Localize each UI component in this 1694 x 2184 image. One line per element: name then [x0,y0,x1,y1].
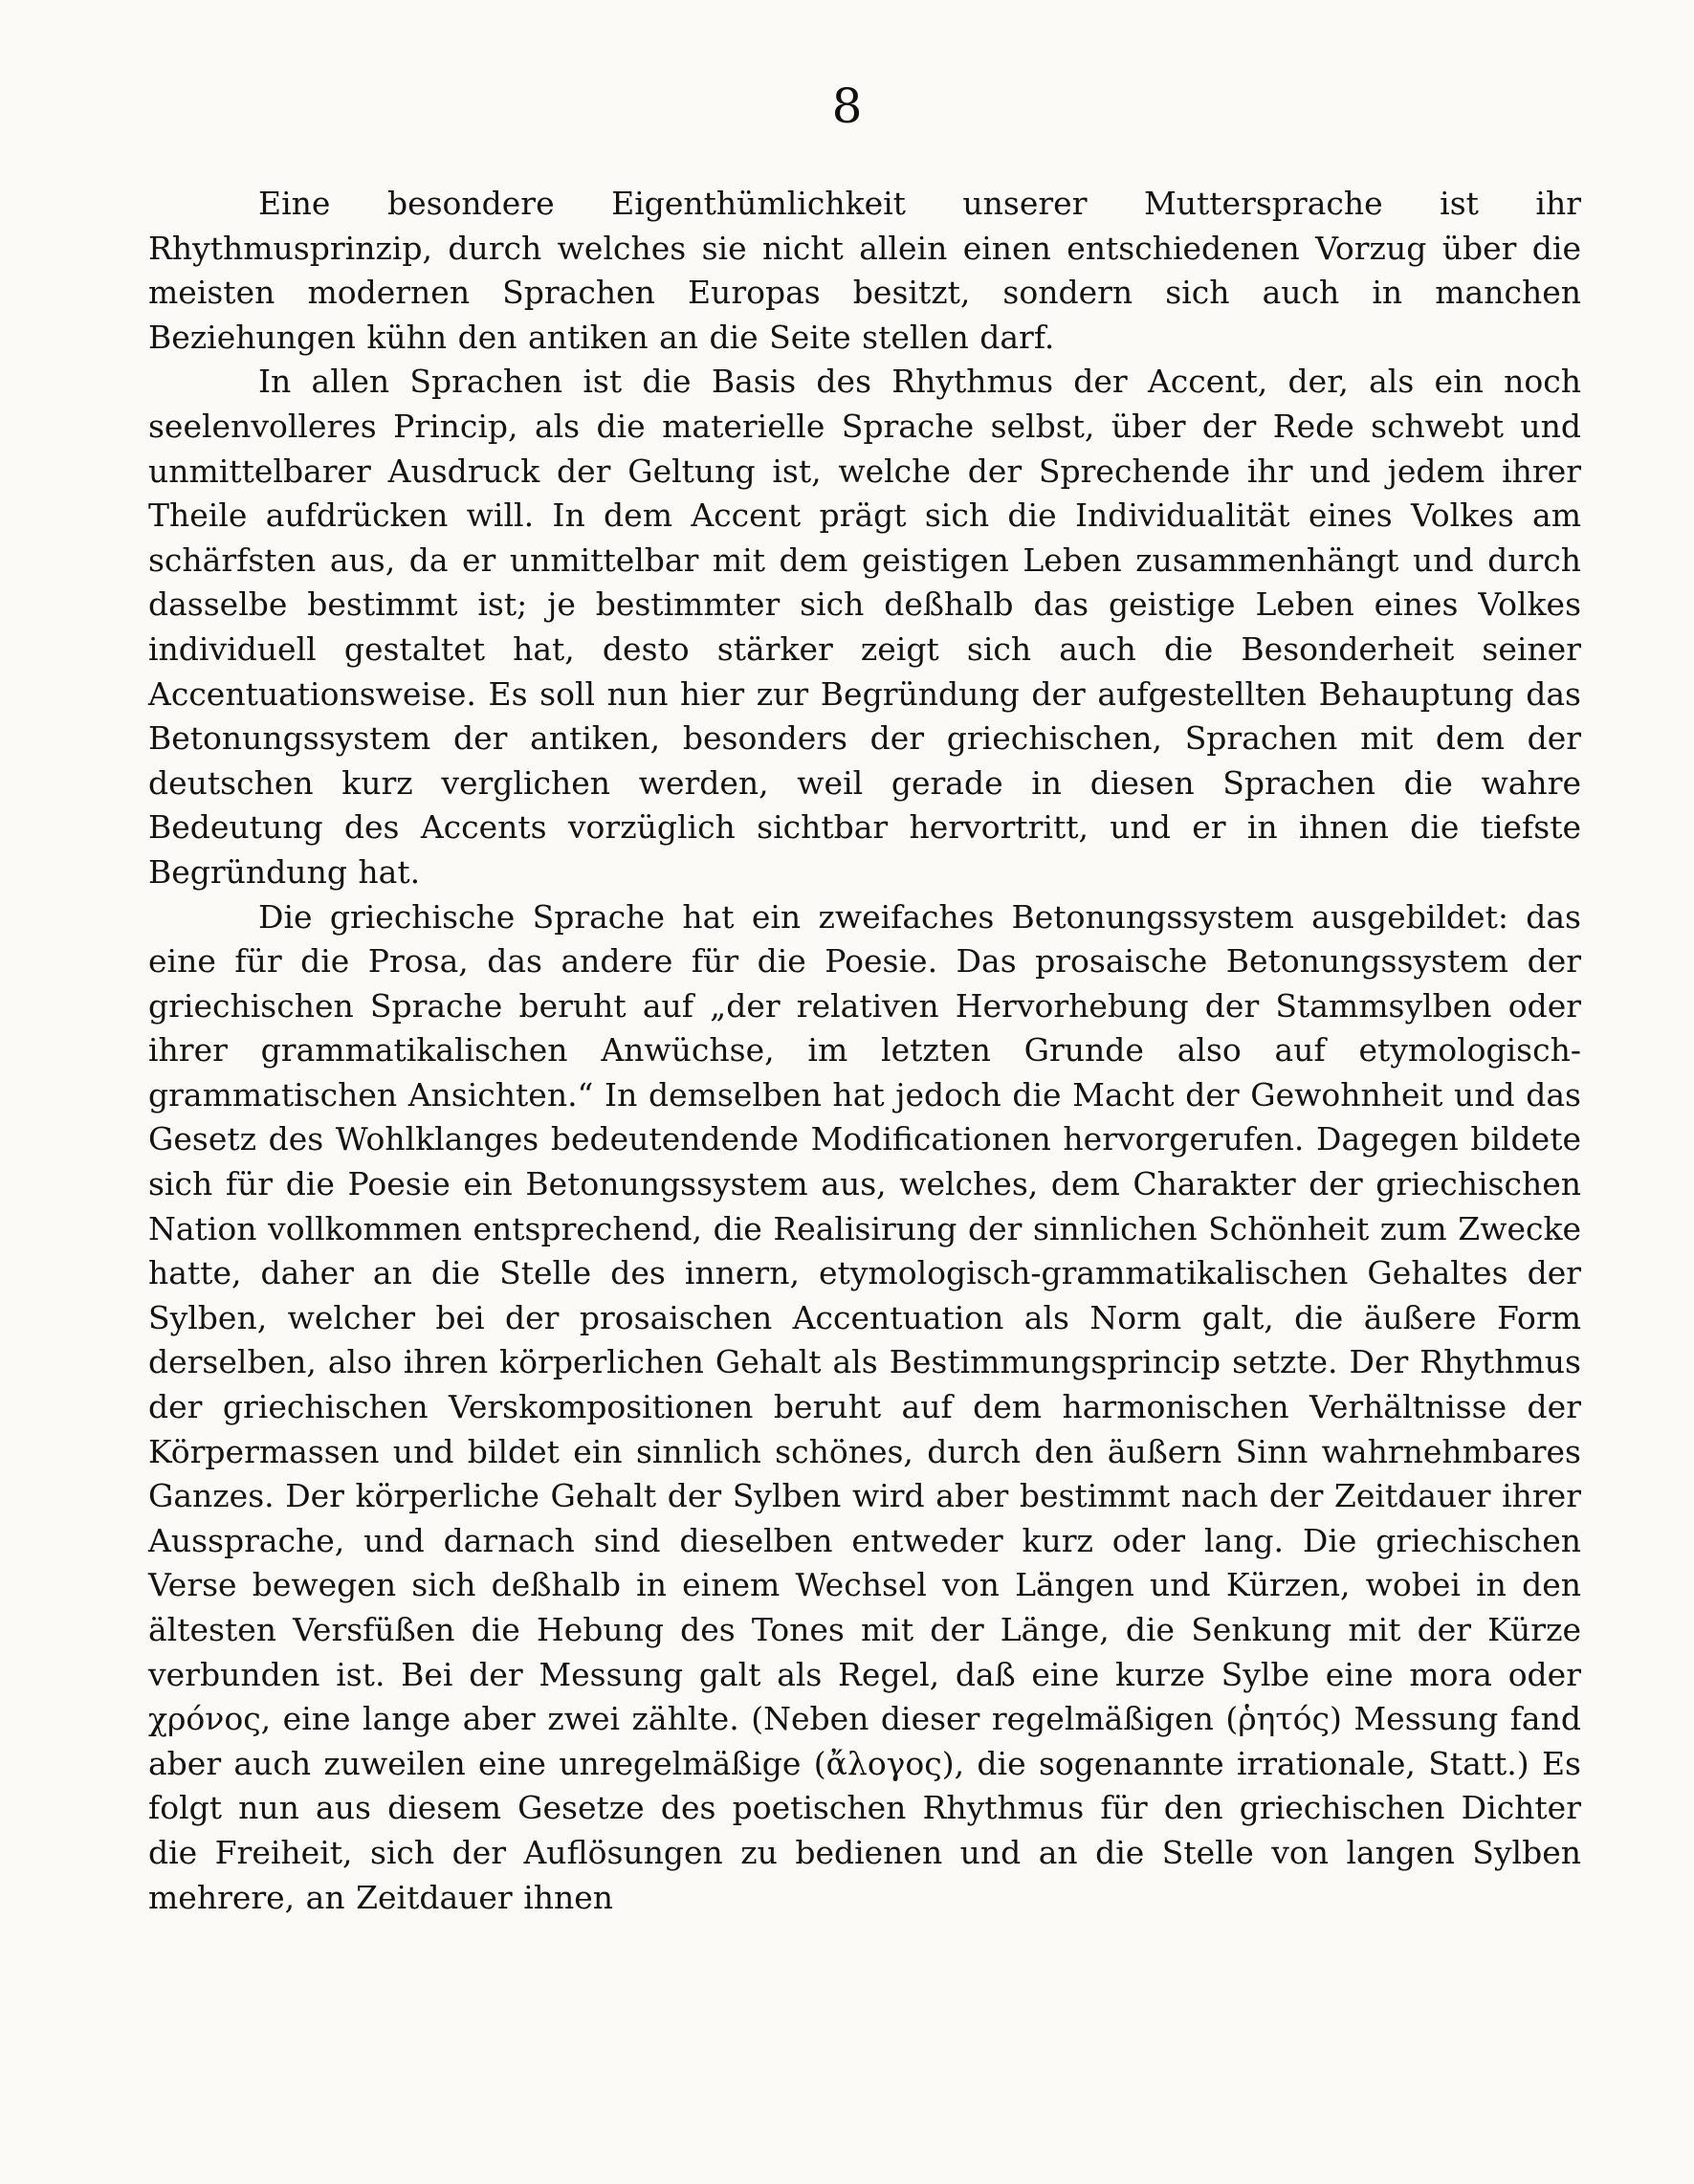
page-number: 8 [831,78,863,134]
paragraph-2: In allen Sprachen ist die Basis des Rhythmus der Accent, der, als ein noch seelenvolleres Princip, als die materielle Sprache selbst, über der Rede schwebt und unmittelbarer Ausdruck der Geltung ist, welche der Sprechende ihr und jedem ihrer Theile aufdrücken will. In dem Accent prägt sich die Individualität eines Volkes am schärfsten aus, da er unmittelbar mit dem geistigen Leben zusammenhängt und durch dasselbe bestimmt ist; je bestimmter sich deßhalb das geistige Leben eines Volkes individuell gestaltet hat, desto stärker zeigt sich auch die Besonderheit seiner Accentuationsweise. Es soll nun hier zur Begründung der aufgestellten Behauptung das Betonungssystem der antiken, besonders der griechischen, Sprachen mit dem der deutschen kurz verglichen werden, weil gerade in diesen Sprachen die wahre Bedeutung des Accents vorzüglich sichtbar hervortritt, und er in ihnen die tiefste Begründung hat. [148,363,1581,891]
body-text [148,182,1581,1920]
paragraph-3: Die griechische Sprache hat ein zweifaches Betonungssystem ausgebildet: das eine für die Prosa, das andere für die Poesie. Das prosaische Betonungssystem der griechischen Sprache beruht auf „der relativen Hervorhebung der Stammsylben oder ihrer grammatikalischen Anwüchse, im letzten Grunde also auf etymologisch-grammatischen Ansichten.“ In demselben hat jedoch die Macht der Gewohnheit und das Gesetz des Wohlklanges bedeutendende Modificationen hervorgerufen. Dagegen bildete sich für die Poesie ein Betonungssystem aus, welches, dem Charakter der griechischen Nation vollkommen entsprechend, die Realisirung der sinnlichen Schönheit zum Zwecke hatte, daher an die Stelle des innern, etymologisch-grammatikalischen Gehaltes der Sylben, welcher bei der prosaischen Accentuation als Norm galt, die äußere Form derselben, also ihren körperlichen Gehalt als Bestimmungsprincip setzte. Der Rhythmus der griechischen Verskompositionen beruht auf dem harmonischen Verhältnisse der Körpermassen und bildet ein sinnlich schönes, durch den äußern Sinn wahrnehmbares Ganzes. Der körperliche Gehalt der Sylben wird aber bestimmt nach der Zeitdauer ihrer Aussprache, und darnach sind dieselben entweder kurz oder lang. Die griechischen Verse bewegen sich deßhalb in einem Wechsel von Längen und Kürzen, wobei in den ältesten Versfüßen die Hebung des Tones mit der Länge, die Senkung mit der Kürze verbunden ist. Bei der Messung galt als Regel, daß eine kurze Sylbe eine mora oder χρόνος, eine lange aber zwei zählte. (Neben dieser regelmäßigen (ῥητός) Messung fand aber auch zuweilen eine unregelmäßige (ἄλογος), die sogenannte irrationale, Statt.) Es folgt nun aus diesem Gesetze des poetischen Rhythmus für den griechischen Dichter die Freiheit, sich der Auflösungen zu bedienen und an die Stelle von langen Sylben mehrere, an Zeitdauer ihnen [148,897,1581,1916]
paragraph-1: Eine besondere Eigenthümlichkeit unserer Muttersprache ist ihr Rhythmusprinzip, durch welches sie nicht allein einen entschiedenen Vorzug über die meisten modernen Sprachen Europas besitzt, sondern sich auch in manchen Beziehungen kühn den antiken an die Seite stellen darf. [148,185,1581,356]
